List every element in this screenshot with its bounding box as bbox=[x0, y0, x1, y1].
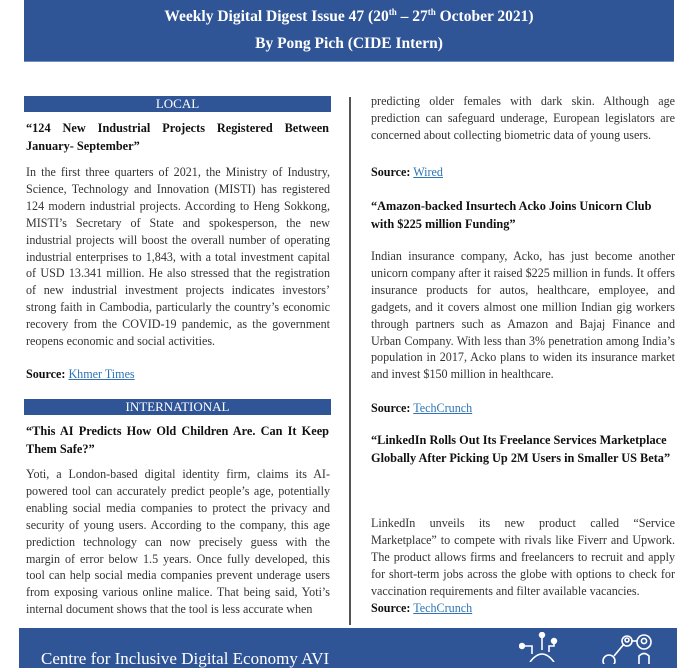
digest-byline: By Pong Pich (CIDE Intern) bbox=[255, 35, 443, 52]
digest-header bbox=[24, 0, 674, 62]
article-body-acko: Indian insurance company, Acko, has just become another unicorn company after it raised $225 million in funds. It offers insurance products for autos, healthcare, employee, and gadgets, and it covers almost one million Indian gig workers through partners such as Amazon and Bajaj Finance and Urban Company. With less than 3% penetration among India’s population in 2017, Acko plans to widen its insurance market and invest $150 million in healthcare. bbox=[371, 249, 675, 382]
title-prefix: Weekly Digital Digest Issue 47 (20 bbox=[164, 8, 389, 26]
digest-title bbox=[24, 7, 674, 26]
source-link-techcrunch[interactable]: TechCrunch bbox=[413, 401, 473, 415]
footer-banner bbox=[19, 628, 677, 668]
source-label: Source: bbox=[371, 165, 411, 179]
source-techcrunch-1 bbox=[371, 400, 472, 416]
section-bar-local: LOCAL bbox=[24, 96, 331, 112]
title-suffix: October 2021) bbox=[435, 8, 534, 26]
article-headline-ai-age: “This AI Predicts How Old Children Are. Can It Keep Them Safe?” bbox=[26, 424, 329, 456]
title-sup-end: th bbox=[427, 7, 436, 17]
source-label: Source: bbox=[26, 367, 66, 381]
article-headline-linkedin: “LinkedIn Rolls Out Its Freelance Services Marketplace Globally After Picking Up 2M Users in Smaller US Beta” bbox=[371, 433, 671, 465]
article-body-ai-age-part2: predicting older females with dark skin. Although age prediction can safeguard underage, European legislators are concerned about collecting biometric data of young users. bbox=[371, 94, 675, 142]
article-body-ai-age-part1: Yoti, a London-based digital identity firm, claims its AI-powered tool can accurately predict people’s age, potentially enabling social media companies to protect the privacy and security of young users. According to the company, this age prediction technology can now precisely guess with the margin of error below 1.5 years. Once fully developed, this tool can help social media companies prevent underage users from exposing various online malice. That being said, Yoti’s internal document shows that the tool is less accurate when bbox=[26, 467, 330, 617]
article-headline-local: “124 New Industrial Projects Registered Between January- September” bbox=[26, 121, 329, 153]
source-link-wired[interactable]: Wired bbox=[413, 165, 443, 179]
network-hub-icon bbox=[519, 632, 579, 662]
source-local bbox=[26, 366, 135, 382]
article-body-local: In the first three quarters of 2021, the Ministry of Industry, Science, Technology and Innovation (MISTI) has registered 124 modern industrial projects. According to Heng Sokkong, MISTI’s Secretary of State and spokesperson, the new industrial projects will boost the overall number of operating industrial enterprises to 1,843, with a total investment capital of USD 13.341 million. He also stressed that the registration of new industrial investment projects indicates investors’ strong faith in Cambodia, particularly the country’s economic recovery from the COVID-19 pandemic, as the government reopens economic and social activities. bbox=[26, 165, 330, 349]
source-wired bbox=[371, 164, 443, 180]
title-mid: – 27 bbox=[396, 8, 428, 26]
source-techcrunch-2 bbox=[371, 600, 472, 616]
source-label: Source: bbox=[371, 601, 411, 615]
source-link-khmer-times[interactable]: Khmer Times bbox=[68, 367, 135, 381]
footer-org-name: Centre for Inclusive Digital Economy AVI bbox=[41, 649, 330, 668]
title-sup-start: th bbox=[388, 7, 397, 17]
column-divider bbox=[349, 97, 351, 625]
article-headline-acko: “Amazon-backed Insurtech Acko Joins Unicorn Club with $225 million Funding” bbox=[371, 199, 652, 231]
article-body-linkedin: LinkedIn unveils its new product called “Service Marketplace” to compete with rivals like Fiverr and Upwork. The product allows firms and freelancers to recruit and apply for short-term jobs across the globe with options to check for vaccination requirements and filter available vacancies. bbox=[371, 516, 675, 598]
source-label: Source: bbox=[371, 401, 411, 415]
source-link-techcrunch[interactable]: TechCrunch bbox=[413, 601, 473, 615]
section-bar-international: INTERNATIONAL bbox=[24, 399, 331, 415]
